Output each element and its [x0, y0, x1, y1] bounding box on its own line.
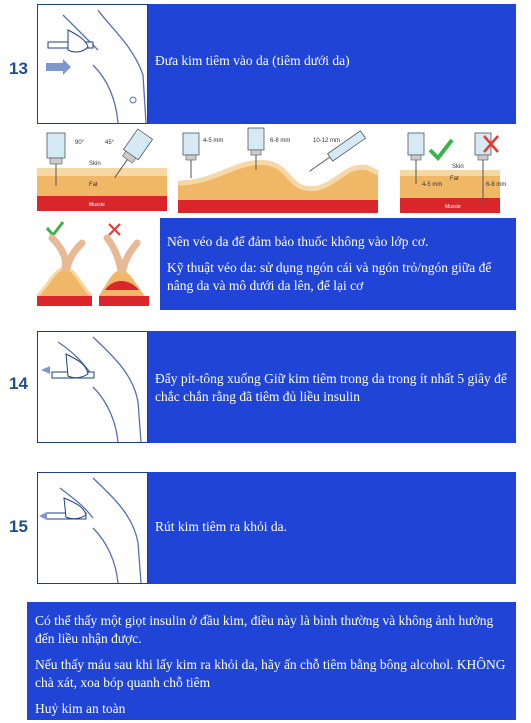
pinch-text-1: Nên véo da để đảm bảo thuốc không vào lớp cơ.: [167, 234, 429, 249]
svg-text:6-8 mm: 6-8 mm: [486, 182, 507, 188]
step-13-text: Đưa kim tiêm vào da (tiêm dưới da): [155, 53, 350, 68]
angle-90-label: 90°: [75, 140, 85, 146]
step-14-panel: [148, 331, 516, 443]
step-13-illustration: [37, 4, 148, 124]
step-15-panel: [148, 472, 516, 584]
check-icon: [47, 222, 63, 235]
final-notes-panel: [27, 602, 516, 720]
len-10-12-label: 10-12 mm: [313, 138, 341, 144]
angle-diagram: [37, 128, 167, 213]
step-14-number: 14: [9, 374, 28, 393]
step-13-panel: [148, 4, 516, 124]
final-note-3: Huỷ kim an toàn: [35, 701, 126, 716]
len-6-8-label: 6-8 mm: [270, 138, 291, 144]
step-15-illustration: [37, 472, 148, 584]
check-icon: [430, 140, 452, 158]
needle-depth-diagram: [400, 128, 507, 213]
inject-illustration: [38, 5, 149, 125]
pinch-illustration: [37, 218, 155, 313]
angle-45-label: 45°: [105, 140, 115, 146]
pinch-panel: [160, 218, 516, 310]
svg-text:Muscle: Muscle: [445, 204, 461, 210]
muscle-label: Muscle: [89, 202, 105, 208]
svg-text:4-5 mm: 4-5 mm: [422, 182, 443, 188]
len-4-5-label: 4-5 mm: [203, 138, 224, 144]
needle-length-diagram: [178, 128, 378, 213]
fat-label: Fat: [89, 182, 98, 188]
skin-label: Skin: [89, 161, 101, 167]
step-15-text: Rút kim tiêm ra khỏi da.: [155, 519, 287, 534]
step-15-number: 15: [9, 517, 28, 536]
final-note-2: Nếu thấy máu sau khi lấy kim ra khỏi da, hãy ấn chỗ tiêm bằng bông alcohol. KHÔNG chà xát, xoa bóp quanh chỗ tiêm: [35, 657, 506, 690]
svg-text:Fat: Fat: [450, 176, 459, 182]
final-note-1: Có thể thấy một giọt insulin ở đầu kim, điều này là bình thường và không ảnh hưởng đến liều nhận được.: [35, 613, 494, 646]
step-14-illustration: [37, 331, 148, 443]
step-14-text: Đẩy pít-tông xuống Giữ kim tiêm trong da trong ít nhất 5 giây để chắc chắn rằng đã tiêm đủ liều insulin: [155, 371, 507, 404]
svg-text:Skin: Skin: [452, 164, 464, 170]
cross-icon: [109, 224, 120, 235]
step-13-number: 13: [9, 59, 28, 78]
pinch-text-2: Kỹ thuật véo da: sử dụng ngón cái và ngón trỏ/ngón giữa để nâng da và mô dưới da lên, để lại cơ: [167, 260, 492, 293]
